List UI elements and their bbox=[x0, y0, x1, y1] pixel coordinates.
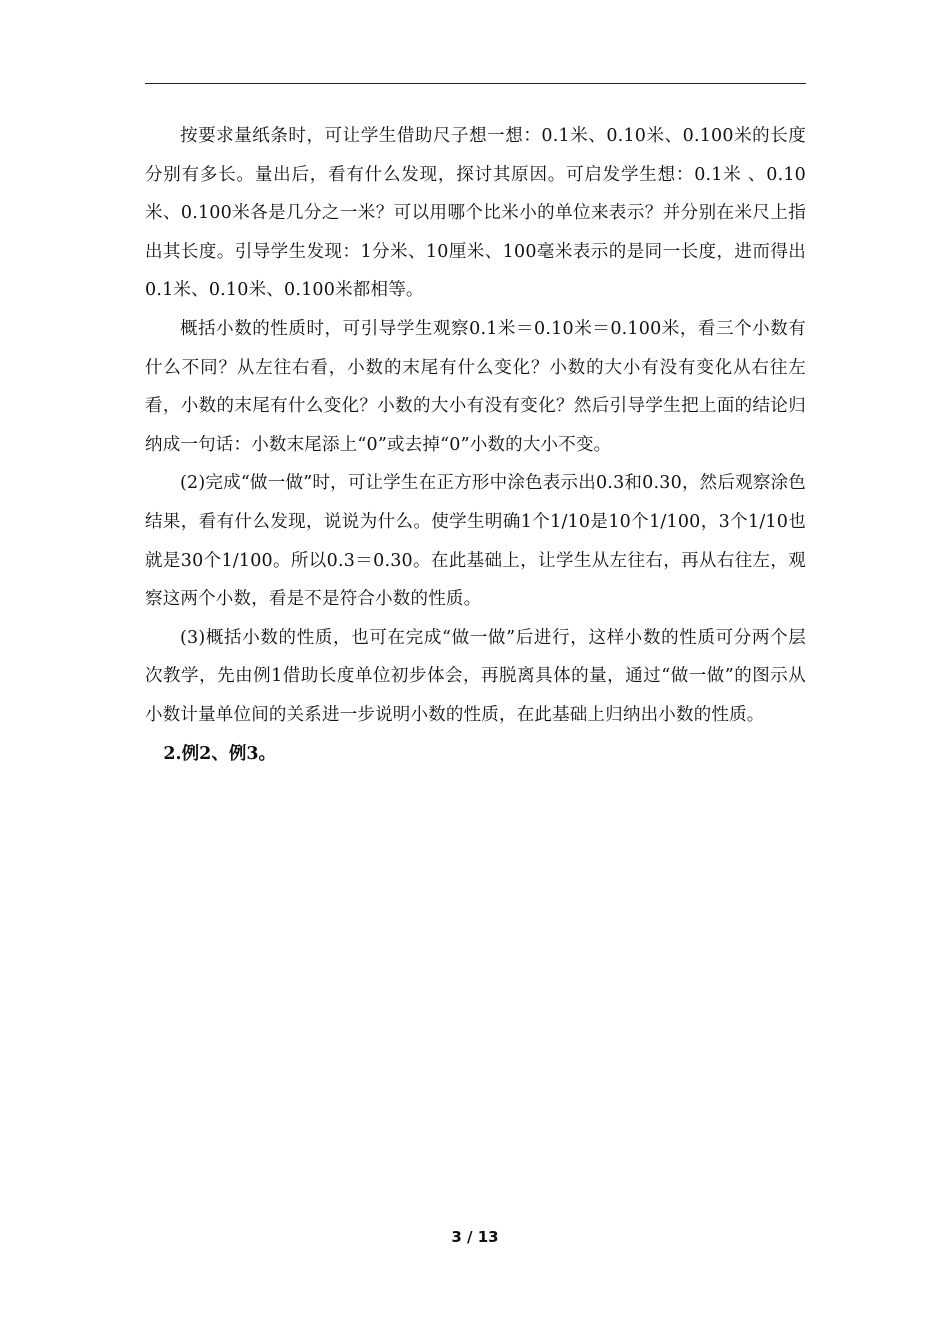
document-body bbox=[145, 117, 806, 773]
page-number: 3 / 13 bbox=[451, 1228, 499, 1246]
paragraph-measure-strips: 按要求量纸条时，可让学生借助尺子想一想：0.1米、0.10米、0.100米的长度分别有多长。量出后，看有什么发现，探讨其原因。可启发学生想：0.1米 、0.10米、0.100米各是几分之一米？可以用哪个比米小的单位来表示？并分别在米尺上指出其长度。引导学生发现：1分米、10厘米、100毫米表示的是同一长度，进而得出0.1米、0.10米、0.100米都相等。 bbox=[145, 126, 806, 301]
paragraph-summarize-property: 概括小数的性质时，可引导学生观察0.1米＝0.10米＝0.100米，看三个小数有什么不同？从左往右看，小数的末尾有什么变化？小数的大小有没有变化从右往左看，小数的末尾有什么变化？小数的大小有没有变化？然后引导学生把上面的结论归纳成一句话：小数末尾添上“0”或去掉“0”小数的大小不变。 bbox=[145, 318, 806, 455]
section-heading: 2.例2、例3。 bbox=[163, 743, 276, 764]
header-rule bbox=[145, 83, 806, 84]
paragraph-do-it-exercise: (2)完成“做一做”时，可让学生在正方形中涂色表示出0.3和0.30，然后观察涂色结果，看有什么发现，说说为什么。使学生明确1个1/10是10个1/100，3个1/10也就是30个1/100。所以0.3＝0.30。在此基础上，让学生从左往右，再从右往左，观察这两个小数，看是不是符合小数的性质。 bbox=[145, 473, 806, 610]
paragraph-two-levels: (3)概括小数的性质，也可在完成“做一做”后进行，这样小数的性质可分两个层次教学，先由例1借助长度单位初步体会，再脱离具体的量，通过“做一做”的图示从小数计量单位间的关系进一步说明小数的性质，在此基础上归纳出小数的性质。 bbox=[145, 627, 806, 725]
